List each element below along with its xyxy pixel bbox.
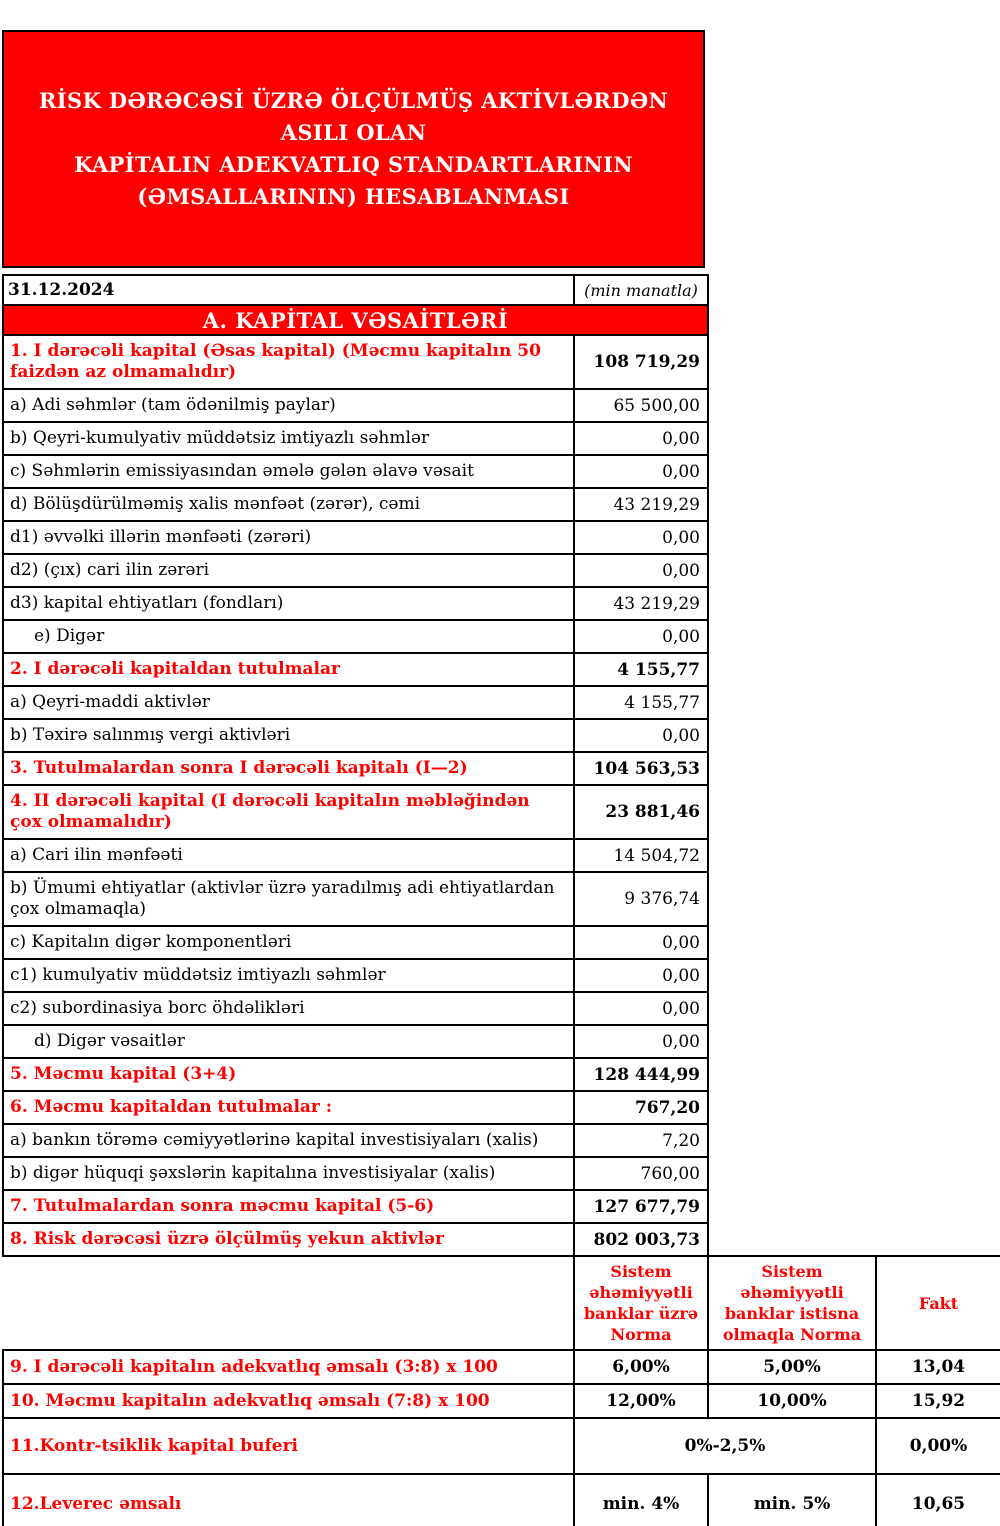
row-value: 802 003,73 [574, 1223, 708, 1256]
report-title-line-2: KAPİTALIN ADEKVATLIQ STANDARTLARININ [74, 152, 633, 177]
row-label: c1) kumulyativ müddətsiz imtiyazlı səhmlər [3, 959, 574, 992]
row-value: 0,00 [574, 554, 708, 587]
ratio-row [3, 1384, 1000, 1418]
table-row [3, 422, 708, 455]
row-value: 0,00 [574, 422, 708, 455]
row-label: 6. Məcmu kapitaldan tutulmalar : [3, 1091, 574, 1124]
ratio-non-systemic-value: 10,00% [708, 1384, 876, 1418]
row-value: 7,20 [574, 1124, 708, 1157]
ratio-fact-value: 10,65 [876, 1474, 1000, 1526]
row-label: b) digər hüquqi şəxslərin kapitalına investisiyalar (xalis) [3, 1157, 574, 1190]
row-label: b) Ümumi ehtiyatlar (aktivlər üzrə yaradılmış adi ehtiyatlardan çox olmamaqla) [3, 872, 574, 926]
row-label: d2) (çıx) cari ilin zərəri [3, 554, 574, 587]
row-label: c2) subordinasiya borc öhdəlikləri [3, 992, 574, 1025]
norm-header-fact: Fakt [876, 1256, 1000, 1350]
norm-header-row [3, 1256, 1000, 1350]
norm-header-systemic: Sistem əhəmiyyətli banklar üzrə Norma [574, 1256, 708, 1350]
ratio-label: 11.Kontr-tsiklik kapital buferi [3, 1418, 574, 1474]
row-value: 108 719,29 [574, 335, 708, 389]
row-label: d1) əvvəlki illərin mənfəəti (zərəri) [3, 521, 574, 554]
ratio-non-systemic-value: 5,00% [708, 1350, 876, 1384]
norm-header-spacer [3, 1256, 574, 1350]
row-value: 0,00 [574, 620, 708, 653]
row-value: 65 500,00 [574, 389, 708, 422]
row-label: 2. I dərəcəli kapitaldan tutulmalar [3, 653, 574, 686]
ratio-label: 9. I dərəcəli kapitalın adekvatlıq əmsalı (3:8) x 100 [3, 1350, 574, 1384]
ratio-fact-value: 15,92 [876, 1384, 1000, 1418]
row-label: a) Qeyri-maddi aktivlər [3, 686, 574, 719]
table-row [3, 752, 708, 785]
table-row [3, 521, 708, 554]
ratio-range-value: 0%-2,5% [574, 1418, 876, 1474]
row-label: e) Digər [3, 620, 574, 653]
table-row [3, 1058, 708, 1091]
row-label: c) Kapitalın digər komponentləri [3, 926, 574, 959]
ratio-label: 10. Məcmu kapitalın adekvatlıq əmsalı (7:8) x 100 [3, 1384, 574, 1418]
row-label: 8. Risk dərəcəsi üzrə ölçülmüş yekun aktivlər [3, 1223, 574, 1256]
ratio-systemic-value: 6,00% [574, 1350, 708, 1384]
table-row [3, 686, 708, 719]
row-label: d) Bölüşdürülməmiş xalis mənfəət (zərər), cəmi [3, 488, 574, 521]
table-row [3, 992, 708, 1025]
row-value: 4 155,77 [574, 686, 708, 719]
table-row [3, 620, 708, 653]
row-value: 23 881,46 [574, 785, 708, 839]
table-row [3, 1157, 708, 1190]
row-label: d) Digər vəsaitlər [3, 1025, 574, 1058]
unit-note: (min manatla) [574, 275, 708, 305]
table-row [3, 455, 708, 488]
table-row [3, 872, 708, 926]
row-label: 3. Tutulmalardan sonra I dərəcəli kapitalı (I—2) [3, 752, 574, 785]
table-row [3, 1025, 708, 1058]
row-label: b) Qeyri-kumulyativ müddətsiz imtiyazlı səhmlər [3, 422, 574, 455]
row-label: 4. II dərəcəli kapital (I dərəcəli kapitalın məbləğindən çox olmamalıdır) [3, 785, 574, 839]
row-value: 128 444,99 [574, 1058, 708, 1091]
row-value: 0,00 [574, 959, 708, 992]
capital-table [2, 274, 709, 1257]
ratios-table [2, 1255, 1000, 1526]
ratio-row [3, 1418, 1000, 1474]
row-value: 127 677,79 [574, 1190, 708, 1223]
table-row [3, 335, 708, 389]
report-date: 31.12.2024 [3, 275, 574, 305]
table-row [3, 1091, 708, 1124]
report-title-block [2, 30, 705, 268]
ratio-fact-value: 0,00% [876, 1418, 1000, 1474]
row-label: a) bankın törəmə cəmiyyətlərinə kapital investisiyaları (xalis) [3, 1124, 574, 1157]
table-row [3, 653, 708, 686]
ratio-label: 12.Leverec əmsalı [3, 1474, 574, 1526]
table-row [3, 1223, 708, 1256]
row-value: 0,00 [574, 926, 708, 959]
table-row [3, 785, 708, 839]
table-row [3, 488, 708, 521]
row-label: 1. I dərəcəli kapital (Əsas kapital) (Məcmu kapitalın 50 faizdən az olmamalıdır) [3, 335, 574, 389]
row-value: 104 563,53 [574, 752, 708, 785]
ratio-non-systemic-value: min. 5% [708, 1474, 876, 1526]
row-value: 767,20 [574, 1091, 708, 1124]
ratio-systemic-value: min. 4% [574, 1474, 708, 1526]
row-label: c) Səhmlərin emissiyasından əmələ gələn əlavə vəsait [3, 455, 574, 488]
section-header: A. KAPİTAL VƏSAİTLƏRİ [3, 305, 708, 335]
row-label: d3) kapital ehtiyatları (fondları) [3, 587, 574, 620]
row-value: 9 376,74 [574, 872, 708, 926]
row-value: 0,00 [574, 521, 708, 554]
table-row [3, 719, 708, 752]
norm-header-non-systemic: Sistem əhəmiyyətli banklar istisna olmaqla Norma [708, 1256, 876, 1350]
table-row [3, 839, 708, 872]
ratio-systemic-value: 12,00% [574, 1384, 708, 1418]
row-value: 43 219,29 [574, 587, 708, 620]
row-label: 7. Tutulmalardan sonra məcmu kapital (5-6) [3, 1190, 574, 1223]
ratio-row [3, 1350, 1000, 1384]
row-value: 760,00 [574, 1157, 708, 1190]
table-row [3, 554, 708, 587]
row-value: 0,00 [574, 455, 708, 488]
ratio-fact-value: 13,04 [876, 1350, 1000, 1384]
row-label: 5. Məcmu kapital (3+4) [3, 1058, 574, 1091]
table-row [3, 389, 708, 422]
table-row [3, 1124, 708, 1157]
report-title-line-1: RİSK DƏRƏCƏSİ ÜZRƏ ÖLÇÜLMÜŞ AKTİVLƏRDƏN ASILI OLAN [38, 88, 669, 145]
report-title-line-3: (ƏMSALLARININ) HESABLANMASI [137, 184, 570, 209]
row-value: 14 504,72 [574, 839, 708, 872]
table-row [3, 959, 708, 992]
table-row [3, 926, 708, 959]
row-value: 43 219,29 [574, 488, 708, 521]
table-row [3, 587, 708, 620]
table-row [3, 1190, 708, 1223]
meta-row [3, 275, 708, 305]
ratio-row [3, 1474, 1000, 1526]
row-label: a) Cari ilin mənfəəti [3, 839, 574, 872]
row-value: 0,00 [574, 719, 708, 752]
row-value: 4 155,77 [574, 653, 708, 686]
row-label: a) Adi səhmlər (tam ödənilmiş paylar) [3, 389, 574, 422]
row-label: b) Təxirə salınmış vergi aktivləri [3, 719, 574, 752]
section-header-row [3, 305, 708, 335]
row-value: 0,00 [574, 1025, 708, 1058]
row-value: 0,00 [574, 992, 708, 1025]
